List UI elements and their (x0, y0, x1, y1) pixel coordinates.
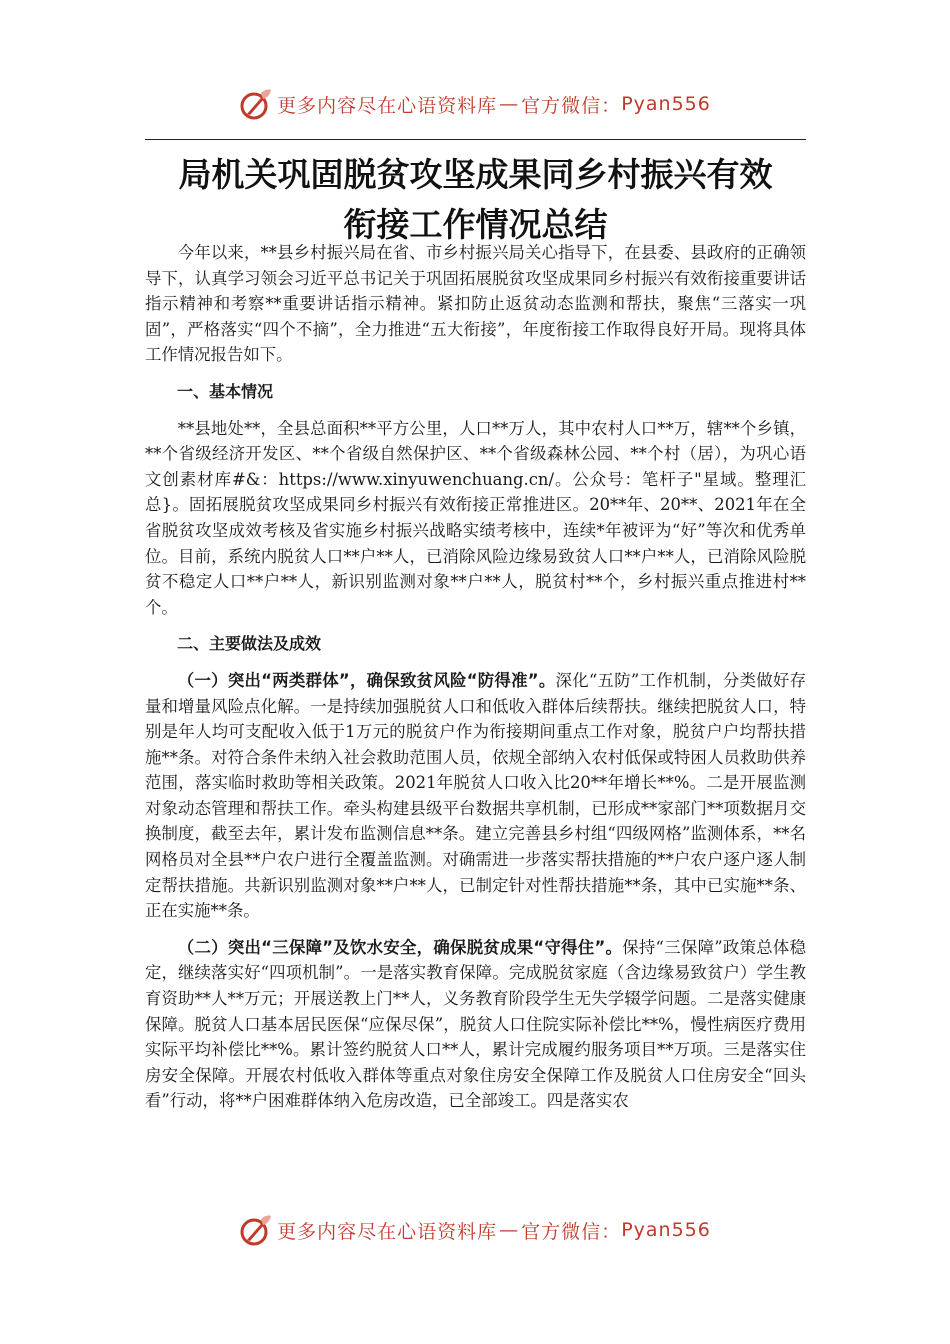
basic-situation-paragraph: **县地处**，全县总面积**平方公里，人口**万人，其中农村人口**万，辖**个乡镇，**个省级经济开发区、**个省级自然保护区、**个省级森林公园、**个村（居），为巩心语文创素材库#&：https://www.xinyuwenchuang.cn/。公众号：笔杆子"星域。整理汇总}。固拓展脱贫攻坚成果同乡村振兴有效衔接正常推进区。20**年、20**、2021年在全省脱贫攻坚成效考核及省实施乡村振兴战略实绩考核中，连续*年被评为“好”等次和优秀单位。目前，系统内脱贫人口**户**人，已消除风险边缘易致贫人口**户**人，已消除风险脱贫不稳定人口**户**人，新识别监测对象**户**人，脱贫村**个，乡村振兴重点推进村**个。 (145, 418, 806, 617)
document-title (145, 150, 806, 250)
section-heading-1: 一、基本情况 (177, 381, 274, 401)
subsection-1-body: 深化“五防”工作机制，分类做好存量和增量风险点化解。一是持续加强脱贫人口和低收入群体后续帮扶。继续把脱贫人口，特别是年人均可支配收入低于1万元的脱贫户作为衔接期间重点工作对象，脱贫户户均帮扶措施**条。对符合条件未纳入社会救助范围人员，依规全部纳入农村低保或特困人员救助供养范围，落实临时救助等相关政策。2021年脱贫人口收入比20**年增长**%。二是开展监测对象动态管理和帮扶工作。牵头构建县级平台数据共享机制，已形成**家部门**项数据月交换制度，截至去年，累计发布监测信息**条。建立完善县乡村组“四级网格”监测体系，**名网格员对全县**户农户进行全覆盖监测。对确需进一步落实帮扶措施的**户农户逐户逐人制定帮扶措施。共新识别监测对象**户**人，已制定针对性帮扶措施**条，其中已实施**条、正在实施**条。 (145, 670, 806, 921)
document-body (145, 240, 806, 1114)
title-line-1: 局机关巩固脱贫攻坚成果同乡村振兴有效 (178, 155, 773, 194)
intro-paragraph: 今年以来，**县乡村振兴局在省、市乡村振兴局关心指导下，在县委、县政府的正确领导下，认真学习领会习近平总书记关于巩固拓展脱贫攻坚成果同乡村振兴有效衔接重要讲话指示精神和考察**重要讲话指示精神。紧扣防止返贫动态监测和帮扶，聚焦“三落实一巩固”，严格落实“四个不摘”，全力推进“五大衔接”，年度衔接工作取得良好开局。现将具体工作情况报告如下。 (145, 243, 806, 365)
footer-banner-separator: — (499, 1219, 520, 1241)
subsection-1-paragraph (145, 668, 806, 924)
footer-banner-text: 更多内容尽在心语资料库 (277, 1220, 498, 1243)
subsection-1-title: （一）突出“两类群体”，确保致贫风险“防得准”。 (177, 670, 556, 690)
banner-wechat-id: Pyan556 (621, 93, 711, 115)
header-banner (0, 84, 950, 124)
footer-banner (0, 1210, 950, 1250)
banner-wechat-label: 官方微信： (521, 94, 622, 117)
subsection-2-title: （二）突出“三保障”及饮水安全，确保脱贫成果“守得住”。 (177, 937, 623, 957)
title-line-2: 衔接工作情况总结 (343, 205, 608, 244)
banner-separator: — (499, 93, 520, 115)
quill-logo-icon (239, 87, 273, 121)
banner-text: 更多内容尽在心语资料库 (277, 94, 498, 117)
subsection-2-body: 保持“三保障”政策总体稳定，继续落实好“四项机制”。一是落实教育保障。完成脱贫家庭（含边缘易致贫户）学生教育资助**人**万元；开展送教上门**人，义务教育阶段学生无失学辍学问题。二是落实健康保障。脱贫人口基本居民医保“应保尽保”，脱贫人口住院实际补偿比**%，慢性病医疗费用实际平均补偿比**%。累计签约脱贫人口**人，累计完成履约服务项目**万项。三是落实住房安全保障。开展农村低收入群体等重点对象住房安全保障工作及脱贫人口住房安全“回头看”行动，将**户困难群体纳入危房改造，已全部竣工。四是落实农 (145, 937, 806, 1111)
footer-banner-wechat-label: 官方微信： (521, 1220, 622, 1243)
footer-banner-wechat-id: Pyan556 (621, 1219, 711, 1241)
section-heading-2: 二、主要做法及成效 (177, 634, 322, 654)
header-rule (145, 139, 806, 140)
quill-logo-icon (239, 1213, 273, 1247)
subsection-2-paragraph (145, 935, 806, 1114)
